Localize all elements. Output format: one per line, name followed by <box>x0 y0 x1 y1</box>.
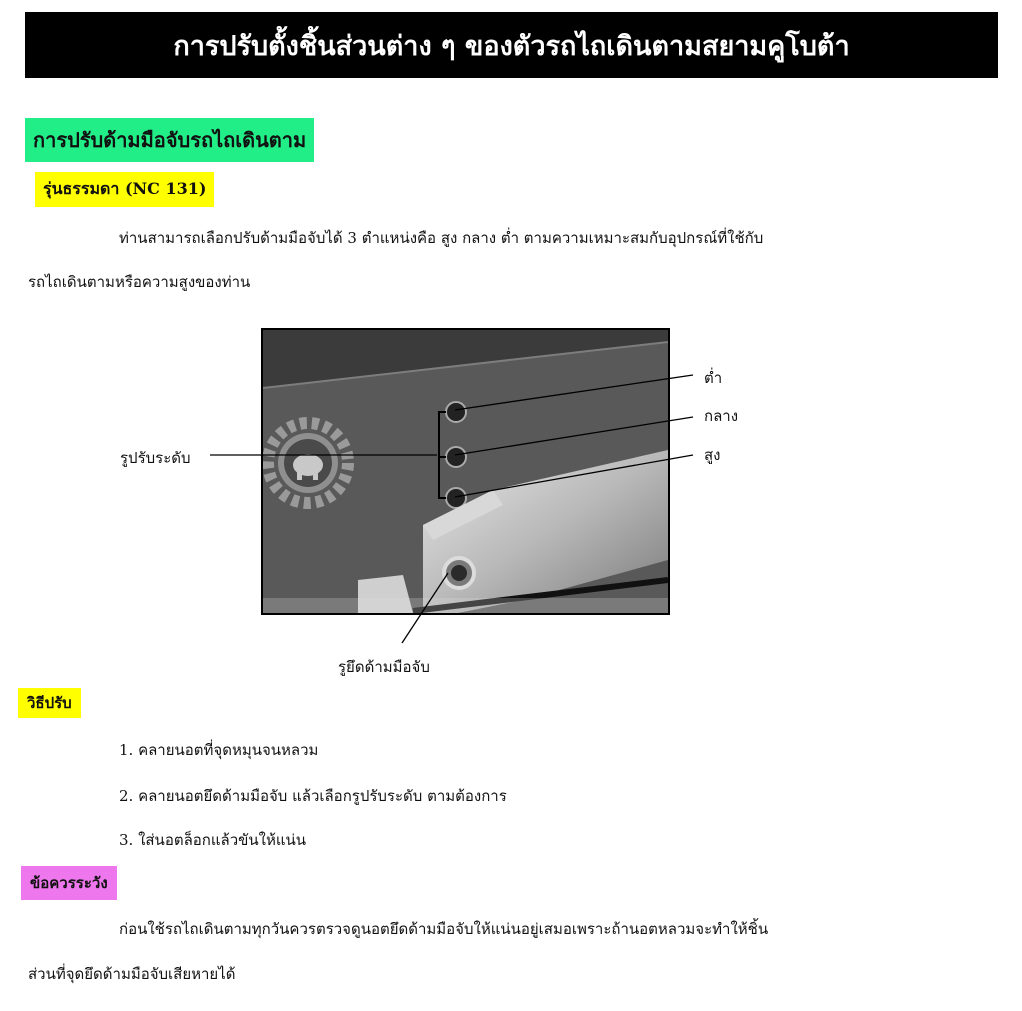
method-heading: วิธีปรับ <box>18 688 81 718</box>
method-step-3: 3. ใส่นอตล็อกแล้วขันให้แน่น <box>119 831 307 849</box>
method-step-1: 1. คลายนอตที่จุดหมุนจนหลวม <box>119 741 319 759</box>
method-step-2: 2. คลายนอตยึดด้ามมือจับ แล้วเลือกรูปรับระดับ ตามต้องการ <box>119 787 507 805</box>
section-heading: การปรับด้ามมือจับรถไถเดินตาม <box>25 118 314 162</box>
caution-line-2: ส่วนที่จุดยึดด้ามมือจับเสียหายได้ <box>28 965 236 983</box>
caution-heading: ข้อควรระวัง <box>21 866 117 900</box>
label-mid: กลาง <box>704 407 739 425</box>
label-adjust-holes: รูปรับระดับ <box>120 449 191 467</box>
intro-line-2: รถไถเดินตามหรือความสูงของท่าน <box>28 273 251 291</box>
label-high: สูง <box>704 446 721 464</box>
intro-line-1: ท่านสามารถเลือกปรับด้ามมือจับได้ 3 ตำแหน่งคือ สูง กลาง ต่ำ ตามความเหมาะสมกับอุปกรณ์ที่ใช้กับ <box>119 229 764 247</box>
label-fix-hole: รูยึดด้ามมือจับ <box>338 658 430 676</box>
caution-line-1: ก่อนใช้รถไถเดินตามทุกวันควรตรวจดูนอตยึดด้ามมือจับให้แน่นอยู่เสมอเพราะถ้านอตหลวมจะทำให้ชิ้น <box>119 920 769 938</box>
label-low: ต่ำ <box>704 369 723 387</box>
page-title: การปรับตั้งชิ้นส่วนต่าง ๆ ของตัวรถไถเดินตามสยามคูโบต้า <box>173 30 850 62</box>
model-label: รุ่นธรรมดา (NC 131) <box>35 172 214 207</box>
